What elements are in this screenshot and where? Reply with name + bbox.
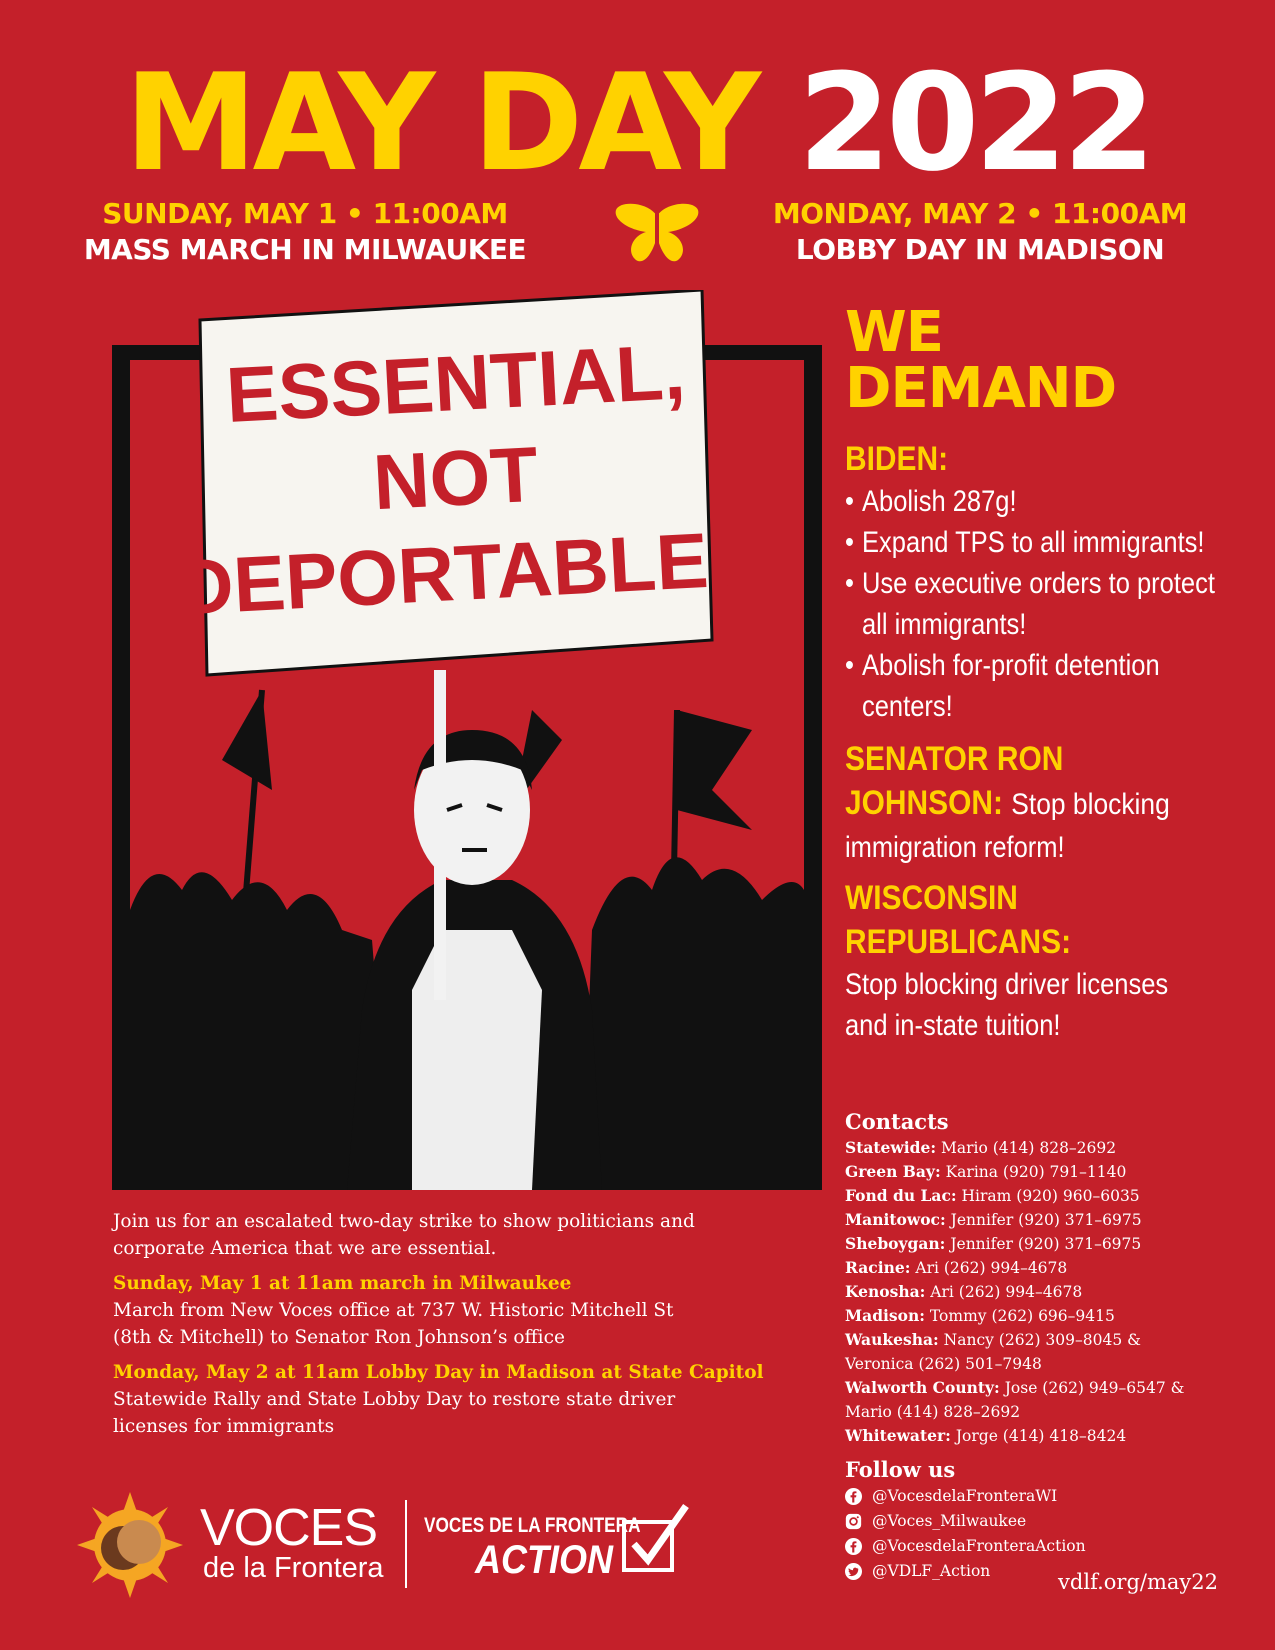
sign-line-2: NOT [371, 429, 541, 527]
monday-event-header [720, 196, 1240, 268]
social-row[interactable]: @VocesdelaFronteraWI [845, 1484, 1265, 1509]
sign-line-1: ESSENTIAL, [223, 327, 688, 439]
voces-logo-subtext: de la Frontera [203, 1552, 384, 1584]
voces-logo [75, 1490, 395, 1600]
contact-row: Green Bay: Karina (920) 791–1140 [845, 1162, 1127, 1181]
contacts-heading: Contacts [845, 1109, 949, 1134]
contact-row: Veronica (262) 501–7948 [845, 1355, 1042, 1373]
senator-label-2: JOHNSON: Stop blocking [845, 784, 1170, 822]
biden-item-cont: all immigrants! [862, 608, 1027, 641]
sunday-date: SUNDAY, MAY 1 • 11:00AM [102, 197, 508, 230]
biden-item: • Abolish 287g! [845, 485, 1017, 518]
facebook-icon [845, 1538, 862, 1555]
sunday-event: MASS MARCH IN MILWAUKEE [83, 233, 527, 266]
biden-item: • Abolish for-profit detention [845, 649, 1160, 682]
title-may-day: MAY DAY [124, 45, 757, 201]
contact-row: Kenosha: Ari (262) 994–4678 [845, 1282, 1083, 1301]
biden-item: • Expand TPS to all immigrants! [845, 526, 1205, 559]
checkmark-icon [620, 1500, 695, 1575]
contacts-section [845, 1108, 1265, 1584]
sign-line-3: DEPORTABLE! [174, 514, 737, 632]
intro-line-1: Join us for an escalated two-day strike to show politicians and [113, 1211, 695, 1232]
biden-item: • Use executive orders to protect [845, 567, 1215, 600]
instagram-icon [845, 1513, 862, 1530]
website-link[interactable]: vdlf.org/may22 [1058, 1570, 1218, 1594]
follow-heading: Follow us [845, 1457, 956, 1482]
senator-text-2: immigration reform! [845, 831, 1065, 864]
voces-logo-text: VOCES [200, 1499, 378, 1557]
wi-label-2: REPUBLICANS: [845, 923, 1072, 961]
page-title [0, 45, 1275, 201]
senator-label-1: SENATOR RON [845, 740, 1064, 778]
social-row[interactable]: @VDLF_Action [845, 1559, 1265, 1584]
sunday-title: Sunday, May 1 at 11am march in Milwaukee [113, 1273, 572, 1294]
contact-row: Sheboygan: Jennifer (920) 371–6975 [845, 1234, 1142, 1253]
wi-label-1: WISCONSIN [845, 879, 1018, 917]
contact-row: Mario (414) 828–2692 [845, 1403, 1021, 1421]
butterfly-icon [612, 202, 702, 266]
monday-line-1: Statewide Rally and State Lobby Day to restore state driver [113, 1389, 676, 1410]
biden-item-cont: centers! [862, 690, 953, 723]
title-year: 2022 [797, 45, 1151, 201]
monday-title: Monday, May 2 at 11am Lobby Day in Madison at State Capitol [113, 1362, 764, 1383]
action-logo-line-2: ACTION [475, 1538, 613, 1582]
facebook-icon [845, 1488, 862, 1505]
social-row[interactable]: @VocesdelaFronteraAction [845, 1534, 1265, 1559]
contact-row: Walworth County: Jose (262) 949–6547 & [845, 1378, 1185, 1397]
contact-row: Fond du Lac: Hiram (920) 960–6035 [845, 1186, 1140, 1205]
sunday-line-2: (8th & Mitchell) to Senator Ron Johnson’s office [113, 1327, 565, 1348]
contact-row: Waukesha: Nancy (262) 309–8045 & [845, 1330, 1141, 1349]
protest-illustration [112, 290, 822, 1190]
voces-action-logo [420, 1500, 710, 1590]
demands-heading-2: DEMAND [845, 356, 1117, 421]
senator-text-1: Stop blocking [1011, 788, 1170, 821]
demands-section [845, 300, 1265, 1046]
monday-line-2: licenses for immigrants [113, 1416, 335, 1437]
sunday-event-header [45, 196, 565, 268]
logo-divider [405, 1500, 407, 1588]
monday-date: MONDAY, MAY 2 • 11:00AM [772, 197, 1188, 230]
social-row[interactable]: @Voces_Milwaukee [845, 1509, 1265, 1534]
intro-line-2: corporate America that we are essential. [113, 1238, 497, 1259]
contact-row: Manitowoc: Jennifer (920) 371–6975 [845, 1210, 1142, 1229]
contact-row: Racine: Ari (262) 994–4678 [845, 1258, 1068, 1277]
biden-label: BIDEN: [845, 440, 949, 478]
wi-text-1: Stop blocking driver licenses [845, 968, 1169, 1001]
monday-event: LOBBY DAY IN MADISON [795, 233, 1165, 266]
sun-faces-icon [75, 1490, 185, 1600]
demands-heading-1: WE [845, 300, 944, 365]
sunday-line-1: March from New Voces office at 737 W. Historic Mitchell St [113, 1300, 674, 1321]
contact-row: Madison: Tommy (262) 696–9415 [845, 1306, 1115, 1325]
wi-text-2: and in-state tuition! [845, 1009, 1061, 1042]
action-logo-line-1: VOCES DE LA FRONTERA [424, 1514, 641, 1537]
contact-row: Statewide: Mario (414) 828–2692 [845, 1138, 1117, 1157]
contact-row: Whitewater: Jorge (414) 418–8424 [845, 1426, 1127, 1445]
event-details [113, 1208, 813, 1440]
twitter-icon [845, 1563, 862, 1580]
